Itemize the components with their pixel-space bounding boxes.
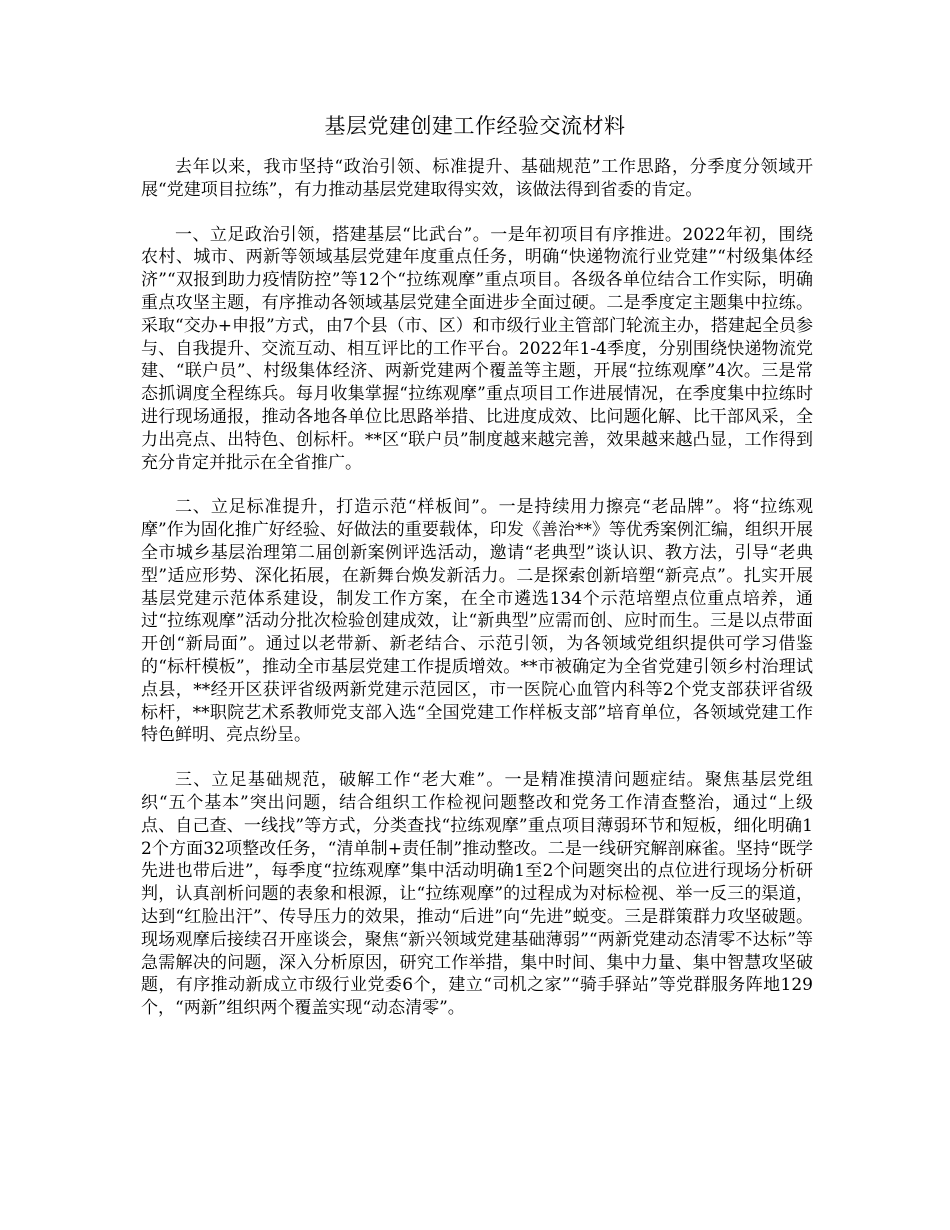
- paragraph-section-2: 二、立足标准提升，打造示范“样板间”。一是持续用力擦亮“老品牌”。将“拉练观摩”作为固化推广好经验、好做法的重要载体，印发《善治**》等优秀案例汇编，组织开展全市城乡基层治理第二届创新案例评选活动，邀请“老典型”谈认识、教方法，引导“老典型”适应形势、深化拓展，在新舞台焕发新活力。二是探索创新培塑“新亮点”。扎实开展基层党建示范体系建设，制发工作方案，在全市遴选134个示范培塑点位重点培养，通过“拉练观摩”活动分批次检验创建成效，让“新典型”应需而创、应时而生。三是以点带面开创“新局面”。通过以老带新、新老结合、示范引领，为各领域党组织提供可学习借鉴的“标杆模板”，推动全市基层党建工作提质增效。**市被确定为全省党建引领乡村治理试点县，**经开区获评省级两新党建示范园区，市一医院心血管内科等2个党支部获评省级标杆，**职院艺术系教师党支部入选“全国党建工作样板支部”培育单位，各领域党建工作特色鲜明、亮点纷呈。: [141, 497, 813, 746]
- paragraph-intro: 去年以来，我市坚持“政治引领、标准提升、基础规范”工作思路，分季度分领域开展“党建项目拉练”，有力推动基层党建取得实效，该做法得到省委的肯定。: [141, 157, 813, 200]
- paragraph-section-3: 三、立足基础规范，破解工作“老大难”。一是精准摸清问题症结。聚焦基层党组织“五个基本”突出问题，结合组织工作检视问题整改和党务工作清查整治，通过“上级点、自己查、一线找”等方式，分类查找“拉练观摩”重点项目薄弱环节和短板，细化明确12个方面32项整改任务，“清单制+责任制”推动整改。二是一线研究解剖麻雀。坚持“既学先进也带后进”，每季度“拉练观摩”集中活动明确1至2个问题突出的点位进行现场分析研判，认真剖析问题的表象和根源，让“拉练观摩”的过程成为对标检视、举一反三的渠道，达到“红脸出汗”、传导压力的效果，推动“后进”向“先进”蜕变。三是群策群力攻坚破题。现场观摩后接续召开座谈会，聚焦“新兴领域党建基础薄弱”“两新党建动态清零不达标”等急需解决的问题，深入分析原因，研究工作举措，集中时间、集中力量、集中智慧攻坚破题，有序推动新成立市级行业党委6个，建立“司机之家”“骑手驿站”等党群服务阵地129个，“两新”组织两个覆盖实现“动态清零”。: [141, 770, 813, 1019]
- document-body: [141, 156, 813, 1042]
- document-title: 基层党建创建工作经验交流材料: [324, 114, 626, 138]
- paragraph-section-1: 一、立足政治引领，搭建基层“比武台”。一是年初项目有序推进。2022年初，围绕农村、城市、两新等领域基层党建年度重点任务，明确“快递物流行业党建”“村级集体经济”“双报到助力疫情防控”等12个“拉练观摩”重点项目。各级各单位结合工作实际，明确重点攻坚主题，有序推动各领域基层党建全面进步全面过硬。二是季度定主题集中拉练。采取“交办+申报”方式，由7个县（市、区）和市级行业主管部门轮流主办，搭建起全员参与、自我提升、交流互动、相互评比的工作平台。2022年1-4季度，分别围绕快递物流党建、“联户员”、村级集体经济、两新党建两个覆盖等主题，开展“拉练观摩”4次。三是常态抓调度全程练兵。每月收集掌握“拉练观摩”重点项目工作进展情况，在季度集中拉练时进行现场通报，推动各地各单位比思路举措、比进度成效、比问题化解、比干部风采，全力出亮点、出特色、创标杆。**区“联户员”制度越来越完善，效果越来越凸显，工作得到充分肯定并批示在全省推广。: [141, 224, 813, 473]
